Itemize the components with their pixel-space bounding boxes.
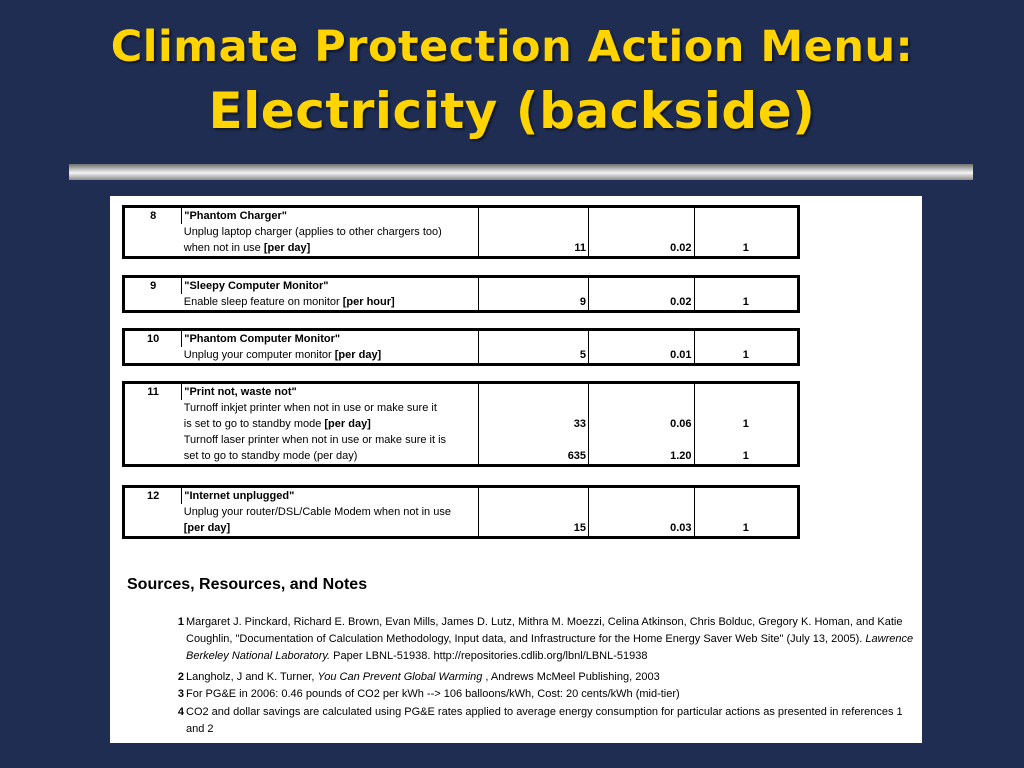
action-title: "Phantom Computer Monitor" xyxy=(182,330,478,348)
action-title: "Phantom Charger" xyxy=(182,207,478,225)
value-2: 0.03 xyxy=(589,520,694,538)
note-number: 3 xyxy=(177,688,184,700)
value-3: 1 xyxy=(694,448,798,466)
note-text: Margaret J. Pinckard, Richard E. Brown, Evan Mills, James D. Lutz, Mithra M. Moezzi, Celina Atkinson, Chris Bolduc, Gregory K. Homan, and Katie Coughlin, "Documentation of Calculation Methodology, Input data, and Infrastructure for the Home Energy Saver Web Site" (July 13, 2005). Lawrence Berkeley National Laboratory. Paper LBNL-51938. http://repositories.cdlib.org/lbnl/LBNL-51938 xyxy=(186,616,914,662)
title-divider xyxy=(69,164,973,180)
value-2: 0.01 xyxy=(589,347,694,365)
action-desc: Enable sleep feature on monitor [per hour] xyxy=(183,296,395,308)
action-table-8 xyxy=(122,205,800,259)
action-desc: set to go to standby mode (per day) xyxy=(183,450,358,462)
action-desc: [per day] xyxy=(183,522,231,534)
action-number: 10 xyxy=(147,333,160,345)
value-1: 11 xyxy=(478,240,588,258)
sources-heading: Sources, Resources, and Notes xyxy=(127,576,368,593)
value-1: 33 xyxy=(478,416,588,432)
note-number: 2 xyxy=(177,671,184,683)
note-text: For PG&E in 2006: 0.46 pounds of CO2 per kWh --> 106 balloons/kWh, Cost: 20 cents/kWh (mid-tier) xyxy=(186,688,680,700)
value-3: 1 xyxy=(694,294,798,312)
note-item xyxy=(174,686,914,703)
value-3: 1 xyxy=(694,347,798,365)
slide-title-line2: Electricity (backside) xyxy=(208,82,816,140)
note-item xyxy=(174,669,914,686)
value-2: 0.02 xyxy=(589,294,694,312)
value-3: 1 xyxy=(694,240,798,258)
note-item xyxy=(174,614,914,665)
action-number: 11 xyxy=(147,386,159,398)
value-2: 1.20 xyxy=(589,448,694,466)
value-3: 1 xyxy=(694,520,798,538)
value-2: 0.06 xyxy=(589,416,694,432)
action-table-10 xyxy=(122,328,800,366)
action-desc: Unplug your router/DSL/Cable Modem when not in use xyxy=(183,506,451,518)
value-2: 0.02 xyxy=(589,240,694,258)
action-desc: Turnoff inkjet printer when not in use or make sure it xyxy=(183,402,437,414)
action-title: "Internet unplugged" xyxy=(182,487,478,505)
note-text: CO2 and dollar savings are calculated using PG&E rates applied to average energy consumption for particular actions as presented in references 1 and 2 xyxy=(186,706,903,735)
note-text: Langholz, J and K. Turner, You Can Prevent Global Warming , Andrews McMeel Publishing, 2003 xyxy=(186,671,660,683)
value-1: 5 xyxy=(478,347,588,365)
note-number: 1 xyxy=(177,616,184,628)
action-table-12 xyxy=(122,485,800,539)
action-number: 9 xyxy=(150,280,157,292)
action-number: 12 xyxy=(147,490,160,502)
action-title: "Sleepy Computer Monitor" xyxy=(182,277,478,295)
action-table-9 xyxy=(122,275,800,313)
action-title: "Print not, waste not" xyxy=(182,383,478,401)
action-desc: is set to go to standby mode [per day] xyxy=(183,418,371,430)
action-row xyxy=(124,207,799,225)
action-desc: Unplug your computer monitor [per day] xyxy=(183,349,382,361)
value-1: 9 xyxy=(478,294,588,312)
note-number: 4 xyxy=(177,706,184,718)
action-desc: Unplug laptop charger (applies to other chargers too) xyxy=(183,226,442,238)
note-item xyxy=(174,704,914,738)
action-desc: when not in use [per day] xyxy=(183,242,311,254)
action-table-11 xyxy=(122,381,800,467)
value-1: 635 xyxy=(478,448,588,466)
document-image xyxy=(110,196,922,743)
slide-title-line1: Climate Protection Action Menu: xyxy=(110,22,914,72)
value-1: 15 xyxy=(478,520,588,538)
action-number: 8 xyxy=(150,210,157,222)
value-3: 1 xyxy=(694,416,798,432)
action-desc: Turnoff laser printer when not in use or make sure it is xyxy=(183,434,447,446)
